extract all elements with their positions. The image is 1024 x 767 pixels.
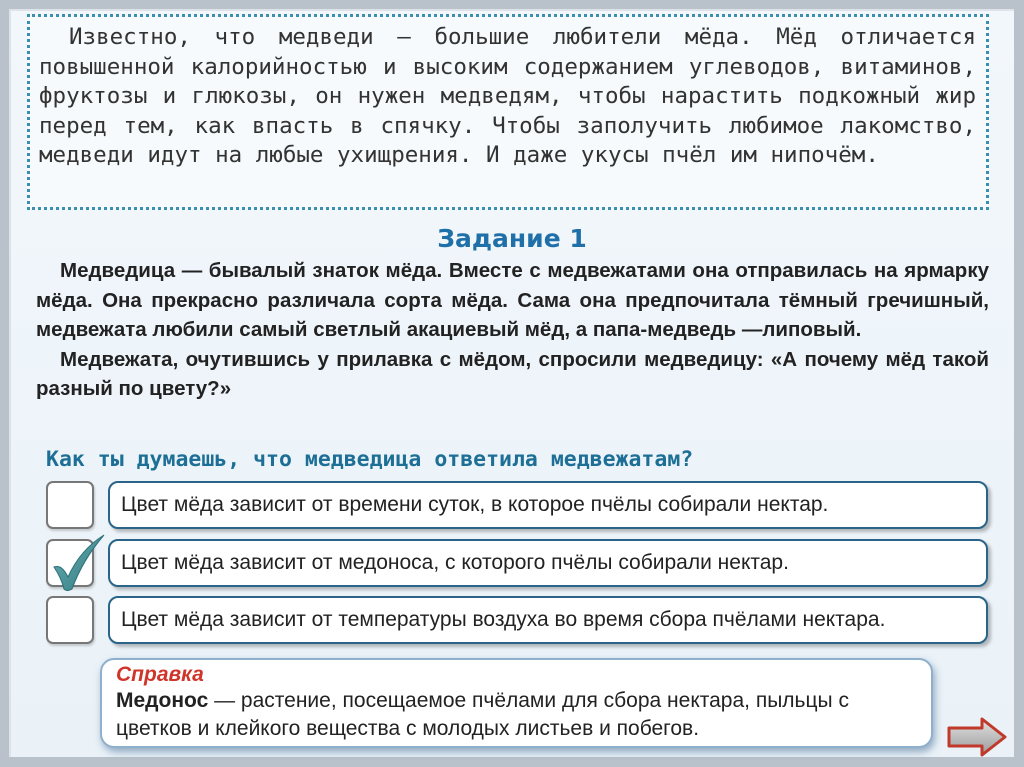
task-paragraph-1: Медведица — бывалый знаток мёда. Вместе с медвежатами она отправилась на ярмарку мёда. Она прекрасно различала сорта мёда. Сама она предпочитала тёмный гречишный, медвежата любили самый светлый акациевый мёд, а папа-медведь —липовый.: [36, 259, 989, 341]
question-text: Как ты думаешь, что медведица ответила медвежатам?: [46, 447, 694, 472]
next-arrow-icon[interactable]: [946, 717, 1008, 757]
reference-box: [100, 658, 933, 748]
task-title: Задание 1: [437, 224, 587, 253]
option-2-checkbox[interactable]: [46, 539, 94, 587]
option-2[interactable]: Цвет мёда зависит от медоноса, с которого пчёлы собирали нектар.: [108, 539, 988, 587]
option-1[interactable]: Цвет мёда зависит от времени суток, в которое пчёлы собирали нектар.: [108, 481, 988, 529]
reference-title: Справка: [116, 663, 204, 686]
task-paragraph-2: Медвежата, очутившись у прилавка с мёдом, спросили медведицу: «А почему мёд такой разный по цвету?»: [36, 347, 989, 400]
option-3-checkbox[interactable]: [46, 596, 94, 644]
checkmark-icon: [52, 533, 108, 593]
intro-box: [27, 14, 989, 210]
intro-text: Известно, что медведи — большие любители мёда. Мёд отличается повышенной калорийностью и высоким содержанием углеводов, витаминов, фруктозы и глюкозы, он нужен медведям, чтобы нарастить подкожный жир перед тем, как впасть в спячку. Чтобы заполучить любимое лакомство, медведи идут на любые ухищрения. И даже укусы пчёл им нипочём.: [39, 24, 976, 168]
task-text: [36, 256, 989, 404]
reference-text: [116, 687, 921, 743]
option-3[interactable]: Цвет мёда зависит от температуры воздуха во время сбора пчёлами нектара.: [108, 596, 988, 644]
option-1-checkbox[interactable]: [46, 481, 94, 529]
reference-term: Медонос: [116, 689, 209, 712]
reference-definition: — растение, посещаемое пчёлами для сбора нектара, пыльцы с цветков и клейкого вещества с молодых листьев и побегов.: [116, 689, 849, 740]
